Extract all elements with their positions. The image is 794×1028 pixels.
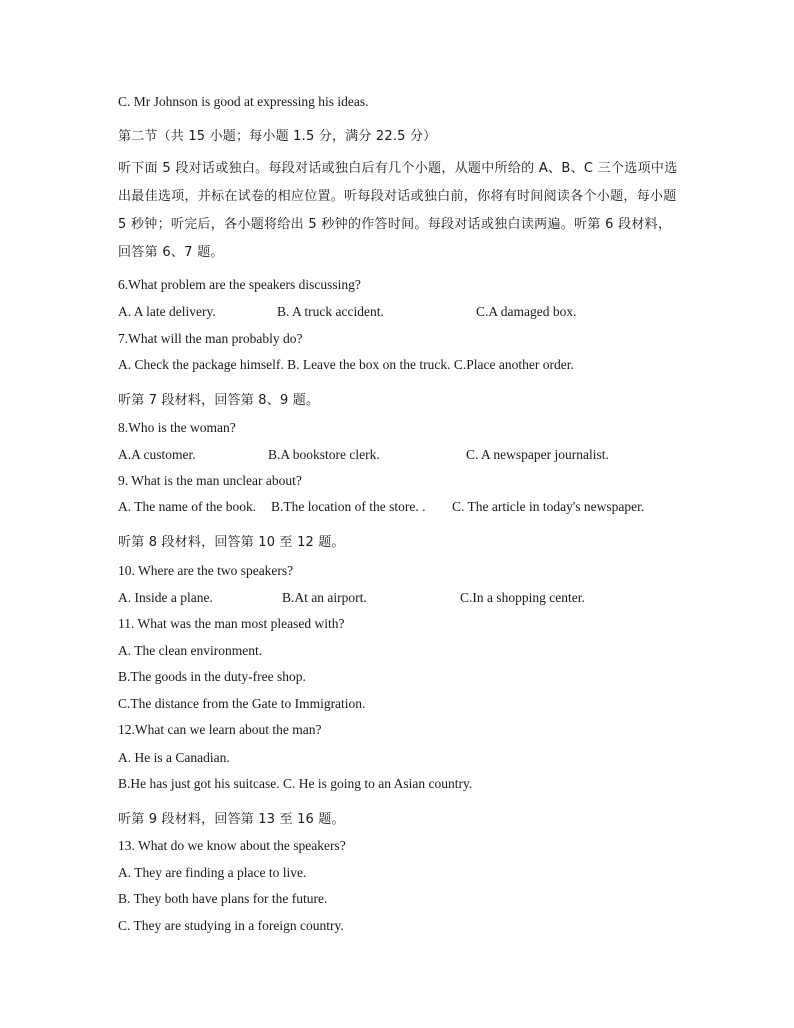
q9-option-a: A. The name of the book. (118, 499, 257, 514)
q13-option-c: C. They are studying in a foreign country. (118, 918, 344, 933)
question-11: 11. What was the man most pleased with? (118, 616, 345, 631)
q8-option-c: C. A newspaper journalist. (466, 447, 609, 462)
q10-option-c: C.In a shopping center. (460, 590, 585, 605)
material-8-header: 听第 8 段材料，回答第 10 至 12 题。 (118, 535, 345, 550)
q10-option-b: B.At an airport. (282, 590, 367, 605)
q10-option-a: A. Inside a plane. (118, 590, 213, 605)
q6-option-a: A. A late delivery. (118, 304, 216, 319)
q13-option-b: B. They both have plans for the future. (118, 891, 328, 906)
question-9: 9. What is the man unclear about? (118, 473, 302, 488)
q6-option-c: C.A damaged box. (476, 304, 577, 319)
question-10: 10. Where are the two speakers? (118, 563, 294, 578)
question-8: 8.Who is the woman? (118, 420, 236, 435)
q11-option-c: C.The distance from the Gate to Immigration. (118, 696, 366, 711)
q6-option-b: B. A truck accident. (277, 304, 384, 319)
question-6: 6.What problem are the speakers discussing? (118, 277, 361, 292)
material-7-header: 听第 7 段材料，回答第 8、9 题。 (118, 393, 320, 408)
q11-option-a: A. The clean environment. (118, 643, 263, 658)
q7-options: A. Check the package himself. B. Leave the box on the truck. C.Place another order. (118, 357, 574, 372)
option-line: C. Mr Johnson is good at expressing his ideas. (118, 94, 369, 109)
q11-option-b: B.The goods in the duty-free shop. (118, 669, 306, 684)
q8-option-b: B.A bookstore clerk. (268, 447, 380, 462)
q12-options-bc: B.He has just got his suitcase. C. He is going to an Asian country. (118, 776, 473, 791)
instructions-paragraph: 听下面 5 段对话或独白。每段对话或独白后有几个小题，从题中所给的 A、B、C 三个选项中选出最佳选项，并标在试卷的相应位置。听每段对话或独白前，你将有时间阅读各个小题，每小题 5 秒钟；听完后，各小题将给出 5 秒钟的作答时间。每段对话或独白读两遍。听第 6 段材料，回答第 6、7 题。 (118, 161, 678, 260)
material-9-header: 听第 9 段材料，回答第 13 至 16 题。 (118, 812, 345, 827)
section-header: 第二节（共 15 小题；每小题 1.5 分，满分 22.5 分） (118, 129, 437, 144)
question-7: 7.What will the man probably do? (118, 331, 303, 346)
q13-option-a: A. They are finding a place to live. (118, 865, 307, 880)
q9-option-b: B.The location of the store. . (271, 499, 426, 514)
question-13: 13. What do we know about the speakers? (118, 838, 346, 853)
question-12: 12.What can we learn about the man? (118, 722, 322, 737)
q8-option-a: A.A customer. (118, 447, 196, 462)
q9-option-c: C. The article in today's newspaper. (452, 499, 645, 514)
q12-option-a: A. He is a Canadian. (118, 750, 230, 765)
